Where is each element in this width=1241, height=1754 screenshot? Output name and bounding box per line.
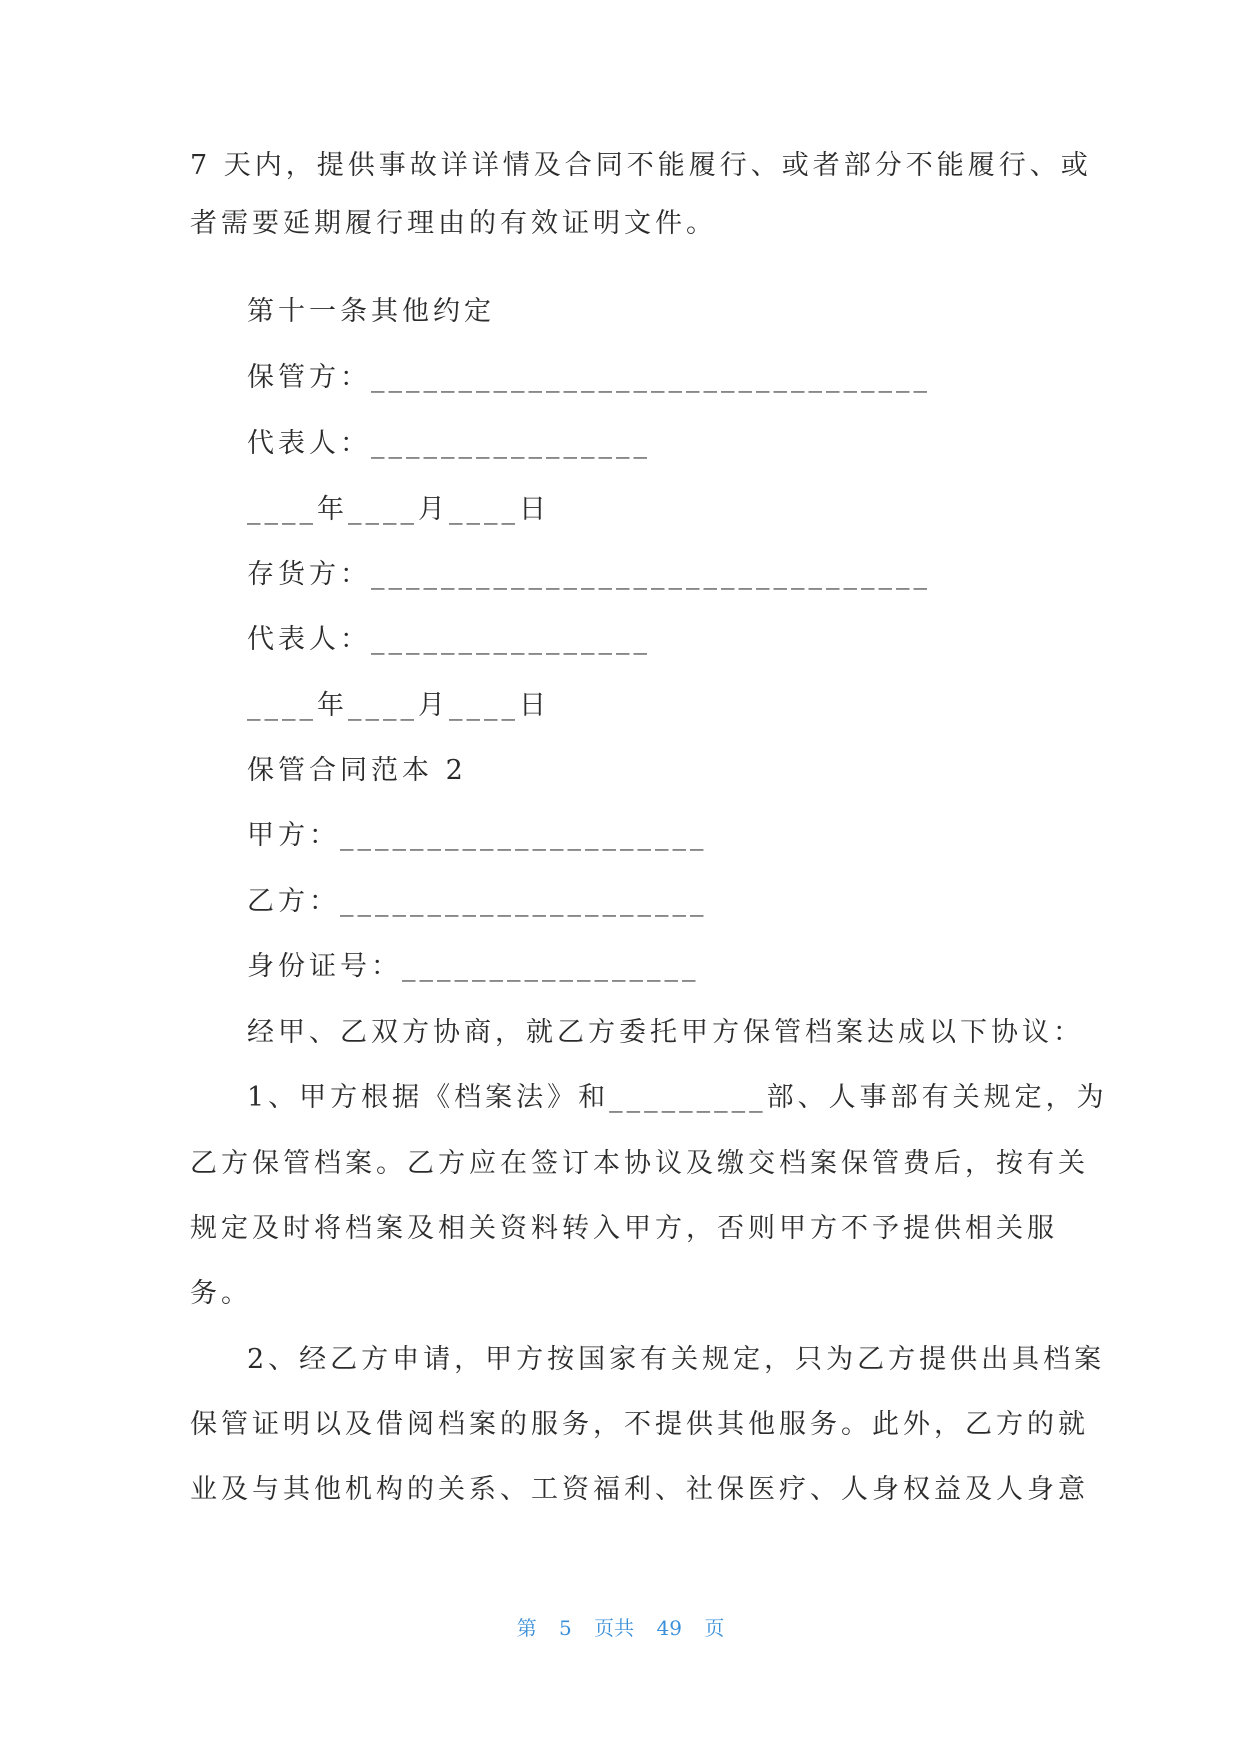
footer-current-page: 5 <box>559 1616 572 1640</box>
party-a-field: 甲方：_____________________ <box>247 820 708 851</box>
depositor-field: 存货方：________________________________ <box>247 559 931 590</box>
clause-2-line: 保管证明以及借阅档案的服务，不提供其他服务。此外，乙方的就 <box>190 1409 1089 1440</box>
id-number-field: 身份证号：_________________ <box>247 951 700 982</box>
custodian-representative-field: 代表人：________________ <box>247 428 651 459</box>
party-b-field: 乙方：_____________________ <box>247 886 708 917</box>
clause-1-line: 务。 <box>190 1278 252 1309</box>
section-heading: 第十一条其他约定 <box>247 296 495 327</box>
footer-page-prefix: 第 <box>516 1616 537 1640</box>
clause-1-line: 乙方保管档案。乙方应在签订本协议及缴交档案保管费后，按有关 <box>190 1148 1089 1179</box>
footer-total-pages: 49 <box>656 1616 682 1640</box>
clause-2-line: 2、经乙方申请，甲方按国家有关规定，只为乙方提供出具档案 <box>247 1344 1106 1375</box>
clause-1-line: 规定及时将档案及相关资料转入甲方，否则甲方不予提供相关服 <box>190 1213 1058 1244</box>
contract-sample-title: 保管合同范本 2 <box>247 755 467 786</box>
clause-2-line: 业及与其他机构的关系、工资福利、社保医疗、人身权益及人身意 <box>190 1474 1089 1505</box>
footer-page-suffix: 页 <box>704 1616 725 1640</box>
custodian-date-field: ____年____月____日 <box>247 494 550 525</box>
depositor-representative-field: 代表人：________________ <box>247 624 651 655</box>
depositor-date-field: ____年____月____日 <box>247 690 550 721</box>
body-line: 7 天内，提供事故详详情及合同不能履行、或者部分不能履行、或 <box>190 150 1092 181</box>
custodian-field: 保管方：________________________________ <box>247 362 931 393</box>
body-line: 者需要延期履行理由的有效证明文件。 <box>190 208 717 239</box>
page-number-footer <box>0 1612 1241 1641</box>
clause-1-line: 1、甲方根据《档案法》和_________部、人事部有关规定，为 <box>247 1082 1108 1113</box>
body-line: 经甲、乙双方协商，就乙方委托甲方保管档案达成以下协议： <box>247 1017 1084 1048</box>
footer-page-mid: 页共 <box>594 1616 635 1640</box>
